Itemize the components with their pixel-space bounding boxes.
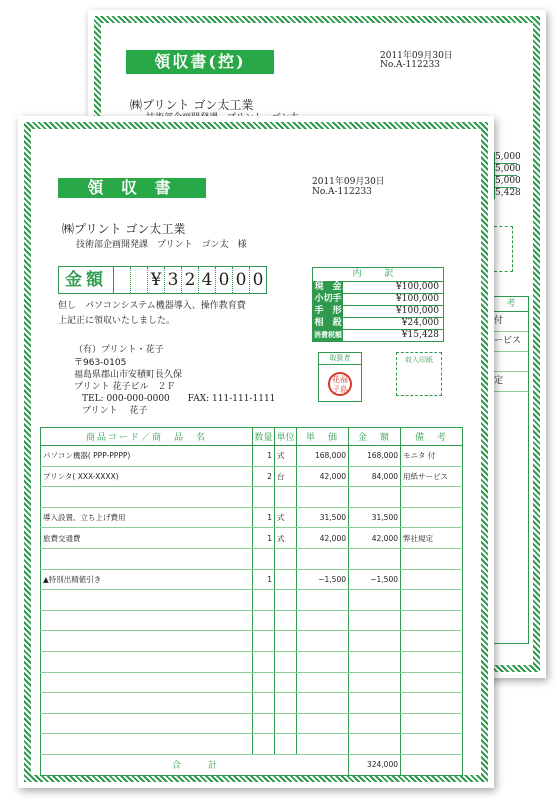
breakdown-value: ¥100,000 (396, 282, 439, 292)
breakdown-row (313, 282, 443, 294)
copy-breakdown-fragment (494, 152, 521, 199)
total-value: 324,000 (349, 754, 401, 775)
item-quantity: 1 (253, 528, 275, 549)
breakdown-value: ¥100,000 (396, 306, 439, 316)
amount-digit: 3 (165, 267, 182, 293)
item-name (41, 590, 253, 611)
handler-stamp-box (318, 352, 362, 402)
receipt-title: 領 収 書 (58, 178, 206, 198)
breakdown-value: ¥15,428 (401, 330, 439, 340)
item-unit (275, 734, 297, 755)
item-unit-price (297, 734, 349, 755)
item-remarks (401, 590, 463, 611)
item-name (41, 631, 253, 652)
item-unit-price (297, 672, 349, 693)
item-name (41, 610, 253, 631)
issuer-postal: 〒963-0105 (74, 358, 127, 368)
total-label: 合 計 (41, 754, 349, 775)
breakdown-label: 手 形 (314, 306, 342, 316)
copy-remarks-item (494, 352, 528, 372)
item-remarks (401, 693, 463, 714)
breakdown-box (312, 267, 444, 342)
header-amount: 金 額 (349, 428, 401, 446)
item-unit-price (297, 487, 349, 508)
issuer-address: 福島県郡山市安積町長久保 (74, 370, 183, 380)
copy-remarks-item: 定 (494, 372, 528, 392)
item-remarks (401, 507, 463, 528)
item-unit (275, 651, 297, 672)
receipt-number: No.A-112233 (312, 187, 372, 197)
copy-number: No.A-112233 (380, 60, 440, 70)
item-name (41, 548, 253, 569)
copy-remarks-item: 付 (494, 312, 528, 332)
item-amount (349, 651, 401, 672)
item-remarks (401, 569, 463, 590)
item-quantity (253, 672, 275, 693)
item-unit (275, 569, 297, 590)
breakdown-label: 小切手 (314, 294, 342, 304)
table-row (41, 651, 463, 672)
item-amount: 84,000 (349, 466, 401, 487)
table-row (41, 507, 463, 528)
copy-breakdown-value: 5,428 (495, 188, 521, 198)
breakdown-value: ¥24,000 (401, 318, 439, 328)
items-header-row (41, 428, 463, 446)
table-row (41, 590, 463, 611)
item-name (41, 693, 253, 714)
item-remarks (401, 672, 463, 693)
receipt-acknowledgement: 上記正に領収いたしました。 (58, 316, 176, 326)
item-unit-price: 168,000 (297, 446, 349, 467)
item-quantity (253, 590, 275, 611)
table-row (41, 548, 463, 569)
item-quantity (253, 713, 275, 734)
item-remarks: 用紙サービス (401, 466, 463, 487)
item-unit (275, 610, 297, 631)
table-row (41, 446, 463, 467)
breakdown-label: 現 金 (314, 282, 342, 292)
amount-digit: 2 (182, 267, 199, 293)
table-row (41, 693, 463, 714)
item-remarks (401, 487, 463, 508)
item-quantity: 1 (253, 446, 275, 467)
item-quantity (253, 693, 275, 714)
table-row (41, 631, 463, 652)
item-name: プリンタ( XXX-XXXX) (41, 466, 253, 487)
item-unit (275, 487, 297, 508)
item-name: 旅費交通費 (41, 528, 253, 549)
copy-title: 領収書(控) (126, 50, 274, 74)
table-row (41, 734, 463, 755)
item-quantity: 2 (253, 466, 275, 487)
item-unit: 式 (275, 528, 297, 549)
copy-breakdown-value: 5,000 (495, 152, 521, 162)
copy-revenue-stamp-fragment (494, 226, 513, 272)
total-row (41, 754, 463, 775)
copy-date: 2011年09月30日 (380, 51, 453, 61)
item-name (41, 487, 253, 508)
issuer-building: プリント 花子ビル ２Ｆ (74, 382, 176, 392)
item-quantity (253, 487, 275, 508)
revenue-stamp-box (396, 352, 442, 396)
item-name: パソコン機器( PPP-PPPP) (41, 446, 253, 467)
amount-digit (131, 267, 148, 293)
header-unit: 単位 (275, 428, 297, 446)
item-amount (349, 590, 401, 611)
item-unit-price (297, 713, 349, 734)
item-unit-price (297, 590, 349, 611)
copy-company: ㈱プリント ゴン太工業 (130, 98, 254, 112)
copy-remarks-header: 考 (494, 297, 528, 312)
item-remarks: 弊社規定 (401, 528, 463, 549)
header-product: 商品コード／商 品 名 (41, 428, 253, 446)
receipt-date: 2011年09月30日 (312, 177, 385, 187)
issuer-person: プリント 花子 (82, 406, 148, 416)
item-unit (275, 548, 297, 569)
receipt-recipient: 技術部企画開発課 プリント ゴン太 様 (76, 240, 247, 250)
item-unit (275, 631, 297, 652)
item-unit-price (297, 548, 349, 569)
item-remarks: モニタ 付 (401, 446, 463, 467)
copy-breakdown-value: 5,000 (495, 164, 521, 174)
amount-digit: 0 (233, 267, 250, 293)
item-unit-price: 42,000 (297, 528, 349, 549)
handler-stamp-label: 取扱者 (319, 353, 361, 365)
item-remarks (401, 548, 463, 569)
personal-seal: 花福子島 (328, 372, 352, 396)
breakdown-label: 相 殺 (314, 318, 342, 328)
item-amount (349, 734, 401, 755)
item-amount (349, 631, 401, 652)
revenue-stamp-label: 収入印紙 (405, 356, 433, 364)
item-name (41, 651, 253, 672)
receipt-sheet (18, 116, 494, 788)
breakdown-row (313, 306, 443, 318)
breakdown-row (313, 330, 443, 341)
breakdown-row (313, 294, 443, 306)
receipt-company: ㈱プリント ゴン太工業 (62, 222, 186, 236)
amount-label: 金額 (59, 267, 114, 293)
items-body (41, 446, 463, 755)
item-amount: −1,500 (349, 569, 401, 590)
breakdown-label: 消費税額 (314, 331, 342, 339)
issuer-name: （有）プリント・花子 (74, 345, 164, 355)
item-amount (349, 610, 401, 631)
table-row (41, 672, 463, 693)
item-remarks (401, 610, 463, 631)
issuer-contact: TEL: 000-000-0000 FAX: 111-111-1111 (82, 394, 276, 404)
item-remarks (401, 713, 463, 734)
table-row (41, 466, 463, 487)
table-row (41, 528, 463, 549)
item-name (41, 713, 253, 734)
item-remarks (401, 631, 463, 652)
amount-digit: 4 (199, 267, 216, 293)
item-unit-price (297, 610, 349, 631)
table-row (41, 610, 463, 631)
amount-digit: 0 (252, 270, 264, 290)
item-unit: 台 (275, 466, 297, 487)
item-quantity (253, 610, 275, 631)
item-quantity (253, 734, 275, 755)
item-unit-price: −1,500 (297, 569, 349, 590)
item-amount (349, 548, 401, 569)
item-quantity: 1 (253, 569, 275, 590)
total-remarks (401, 754, 463, 775)
item-amount (349, 487, 401, 508)
item-unit (275, 713, 297, 734)
item-name (41, 672, 253, 693)
item-unit: 式 (275, 507, 297, 528)
item-unit (275, 693, 297, 714)
item-quantity (253, 548, 275, 569)
item-unit-price (297, 651, 349, 672)
table-row (41, 487, 463, 508)
item-unit-price: 31,500 (297, 507, 349, 528)
item-unit: 式 (275, 446, 297, 467)
copy-table-fragment (494, 296, 529, 644)
breakdown-row (313, 318, 443, 330)
item-quantity: 1 (253, 507, 275, 528)
amount-digit: 0 (216, 267, 233, 293)
header-quantity: 数量 (253, 428, 275, 446)
receipt-note: 但し パソコンシステム機器導入、操作教育費 (58, 301, 246, 311)
item-amount: 42,000 (349, 528, 401, 549)
item-amount: 168,000 (349, 446, 401, 467)
items-table (40, 427, 463, 776)
item-unit (275, 590, 297, 611)
item-amount (349, 713, 401, 734)
item-unit-price (297, 693, 349, 714)
item-name (41, 734, 253, 755)
breakdown-value: ¥100,000 (396, 294, 439, 304)
amount-box (58, 266, 267, 294)
breakdown-header: 内 訳 (313, 268, 443, 282)
item-unit-price (297, 631, 349, 652)
item-amount (349, 672, 401, 693)
item-quantity (253, 631, 275, 652)
item-name: 導入設置、立ち上げ費用 (41, 507, 253, 528)
item-remarks (401, 651, 463, 672)
item-amount (349, 693, 401, 714)
amount-digit (114, 267, 131, 293)
item-unit-price: 42,000 (297, 466, 349, 487)
header-unit-price: 単 価 (297, 428, 349, 446)
item-unit (275, 672, 297, 693)
table-row (41, 713, 463, 734)
item-remarks (401, 734, 463, 755)
item-amount: 31,500 (349, 507, 401, 528)
header-remarks: 備 考 (401, 428, 463, 446)
copy-breakdown-value: 5,000 (495, 176, 521, 186)
item-name: ▲特別出精値引き (41, 569, 253, 590)
amount-digit: ¥ (148, 267, 165, 293)
table-row (41, 569, 463, 590)
item-quantity (253, 651, 275, 672)
copy-remarks-item: ービス (494, 332, 528, 352)
